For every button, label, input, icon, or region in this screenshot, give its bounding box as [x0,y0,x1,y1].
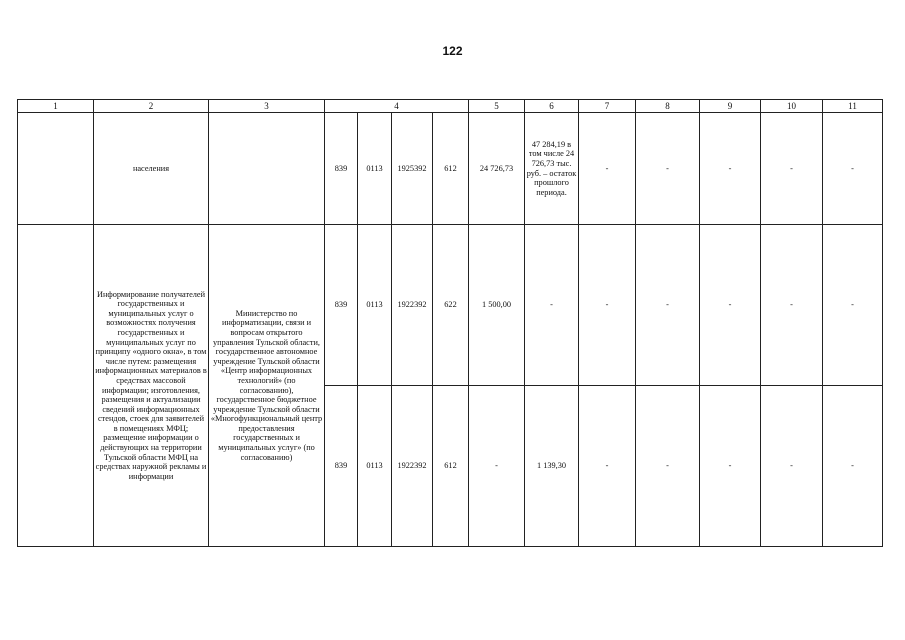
cell-col9: - [700,386,761,547]
cell-code-4: 612 [433,386,469,547]
cell-col7: - [579,225,636,386]
cell-col8: - [636,113,700,225]
cell-col1 [18,113,94,225]
cell-code-4: 612 [433,113,469,225]
cell-col11: - [823,386,883,547]
cell-col5: - [469,386,525,547]
cell-code-3: 1922392 [392,225,433,386]
cell-col3 [209,113,325,225]
cell-col10: - [761,113,823,225]
cell-col9: - [700,113,761,225]
header-cell-9: 9 [700,100,761,113]
cell-col11: - [823,225,883,386]
header-cell-6: 6 [525,100,579,113]
cell-col9: - [700,225,761,386]
header-cell-2: 2 [94,100,209,113]
cell-code-1: 839 [325,386,358,547]
header-cell-3: 3 [209,100,325,113]
budget-table [17,99,883,547]
cell-code-2: 0113 [358,386,392,547]
cell-code-3: 1922392 [392,386,433,547]
cell-col6: 1 139,30 [525,386,579,547]
cell-col1 [18,225,94,547]
cell-col3: Министерство по информатизации, связи и вопросам открытого управления Тульской области, государственное автономное учреждение Тульской области «Центр информационных технологий» (по согласованию), государственное бюджетное учреждение Тульской области «Многофункциональный центр предоставления государственных и муниципальных услуг» (по согласованию) [209,225,325,547]
header-cell-8: 8 [636,100,700,113]
header-cell-4: 4 [325,100,469,113]
cell-col7: - [579,113,636,225]
header-cell-1: 1 [18,100,94,113]
cell-code-1: 839 [325,113,358,225]
page-number: 122 [442,44,463,58]
cell-col6: - [525,225,579,386]
cell-col7: - [579,386,636,547]
header-cell-10: 10 [761,100,823,113]
cell-col10: - [761,225,823,386]
cell-col8: - [636,386,700,547]
cell-col6: 47 284,19 в том числе 24 726,73 тыс. руб. – остаток прошлого периода. [525,113,579,225]
cell-col5: 24 726,73 [469,113,525,225]
header-cell-7: 7 [579,100,636,113]
cell-col2: Информирование получателей государственных и муниципальных услуг о возможностях получения государственных и муниципальных услуг по принципу «одного окна», в том числе путем: размещения информационных материалов в средствах массовой информации; изготовления, размещения и актуализации сведений информационных стендов, стоек для заявителей в помещениях МФЦ; размещение информации о действующих на территории Тульской области МФЦ на средствах наружной рекламы и информации [94,225,209,547]
cell-col11: - [823,113,883,225]
cell-col5: 1 500,00 [469,225,525,386]
cell-code-2: 0113 [358,113,392,225]
table-row [18,225,883,386]
cell-col10: - [761,386,823,547]
header-cell-11: 11 [823,100,883,113]
cell-code-1: 839 [325,225,358,386]
table-row [18,113,883,225]
cell-col8: - [636,225,700,386]
cell-code-2: 0113 [358,225,392,386]
cell-col2: населения [94,113,209,225]
cell-code-4: 622 [433,225,469,386]
header-cell-5: 5 [469,100,525,113]
cell-code-3: 1925392 [392,113,433,225]
header-row [18,100,883,113]
